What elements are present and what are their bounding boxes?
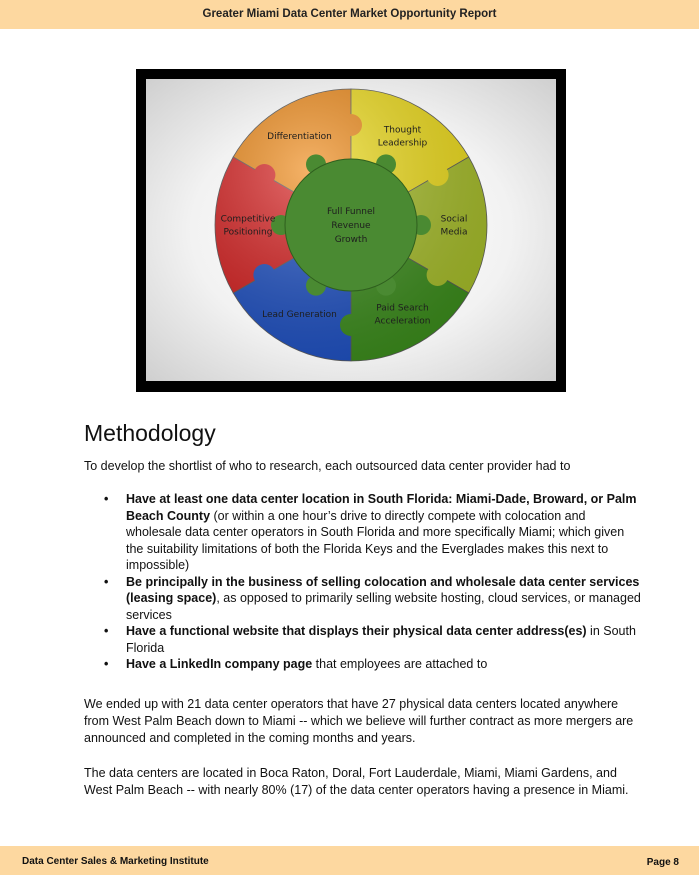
list-item xyxy=(84,656,644,673)
list-item-text: , as opposed to primarily selling website hosting, cloud services, or managed services xyxy=(126,591,641,622)
list-item-bold: Have at least one data center location in South Florida: Miami-Dade, Broward, or Palm Beach County xyxy=(126,492,637,523)
puzzle-piece-label: Social Media xyxy=(440,214,468,238)
page-number: Page 8 xyxy=(646,857,679,868)
page-footer xyxy=(0,846,699,875)
list-item-bold: Be principally in the business of selling colocation and wholesale data center services (leasing space) xyxy=(126,574,640,605)
footer-publisher: Data Center Sales & Marketing Institute xyxy=(22,856,209,867)
page-header xyxy=(0,0,699,29)
puzzle-piece-label: Thought Leadership xyxy=(377,125,428,149)
puzzle-piece-label: Competitive Positioning xyxy=(220,214,276,238)
list-item-bold: Have a functional website that displays their physical data center address(es) xyxy=(126,624,587,638)
list-item xyxy=(84,574,644,624)
puzzle-piece-label: Paid Search Acceleration xyxy=(374,303,431,327)
center-label: Full Funnel Revenue Growth xyxy=(326,207,376,245)
list-item xyxy=(84,623,644,656)
list-item-text: that employees are attached to xyxy=(312,657,488,671)
puzzle-wheel xyxy=(146,79,556,381)
paragraph: The data centers are located in Boca Raton, Doral, Fort Lauderdale, Miami, Miami Gardens, and West Palm Beach -- with nearly 80% (17) of the data center operators having a presence in Miami. xyxy=(84,766,629,797)
report-title: Greater Miami Data Center Market Opportunity Report xyxy=(202,8,497,20)
paragraph: We ended up with 21 data center operators that have 27 physical data centers located anywhere from West Palm Beach down to Miami -- which we believe will further contract as more mergers are announced and completed in the coming months and years. xyxy=(84,697,634,745)
section-title: Methodology xyxy=(84,420,216,446)
bullet-icon: • xyxy=(104,657,109,671)
bullet-icon: • xyxy=(104,574,109,589)
puzzle-piece-label: Differentiation xyxy=(267,131,332,142)
list-item-text: in South Florida xyxy=(126,624,636,655)
list-item-bold: Have a LinkedIn company page xyxy=(126,657,313,671)
section-intro: To develop the shortlist of who to research, each outsourced data center provider had to xyxy=(84,459,571,473)
criteria-list xyxy=(84,491,644,673)
puzzle-figure-frame xyxy=(136,69,566,392)
puzzle-piece-label: Lead Generation xyxy=(262,310,337,321)
bullet-icon: • xyxy=(104,492,109,506)
bullet-icon: • xyxy=(104,624,109,638)
list-item xyxy=(84,491,644,574)
list-item-text: (or within a one hour’s drive to directly compete with colocation and wholesale data center operators in South Florida and more specifically Miami; which given the suitability limitations of both the Florida Keys and the Everglades makes this next to impossible) xyxy=(126,508,625,572)
puzzle-figure xyxy=(146,79,556,381)
